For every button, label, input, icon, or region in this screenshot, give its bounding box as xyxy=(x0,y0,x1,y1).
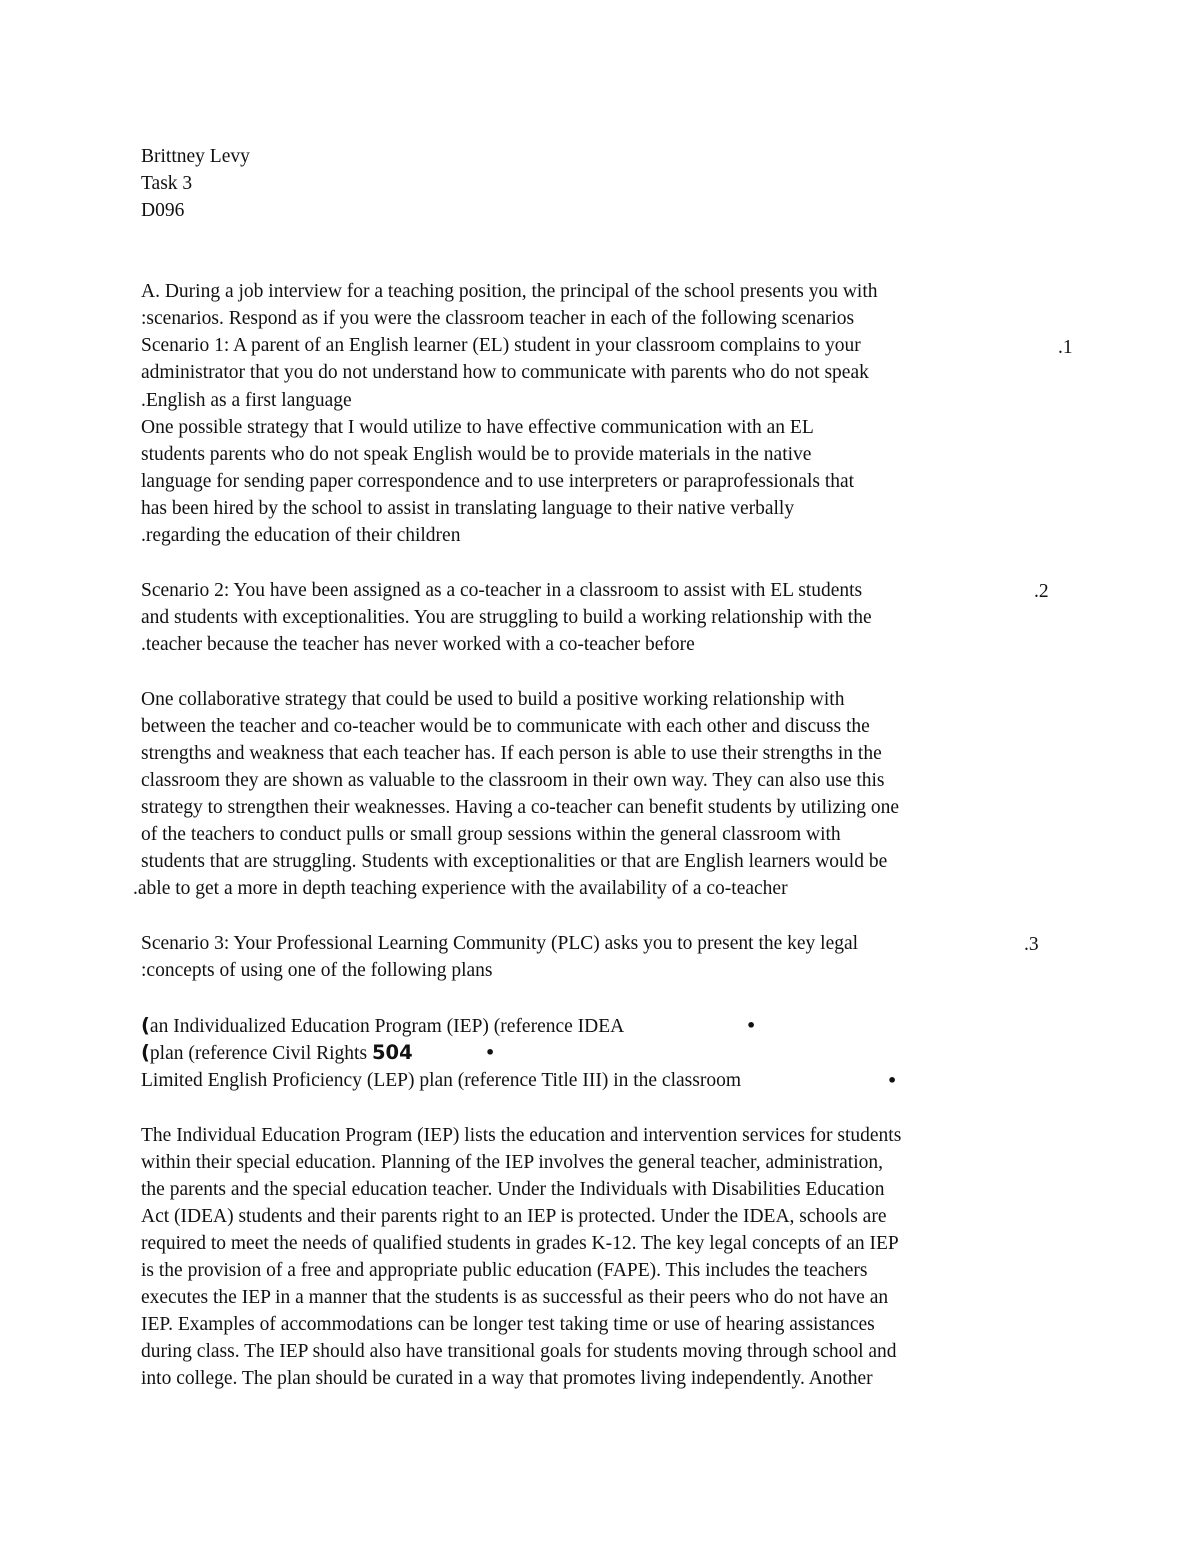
scenario2-response-line: .able to get a more in depth teaching experience with the availability of a co-teacher xyxy=(133,878,788,899)
plan-bullet-504 xyxy=(141,1039,413,1066)
scenario1-response-line: students parents who do not speak English would be to provide materials in the native xyxy=(141,444,812,465)
scenario3-prompt-line: :concepts of using one of the following plans xyxy=(141,960,493,981)
bullet-text: an Individualized Education Program (IEP) (reference IDEA xyxy=(149,1016,625,1037)
scenario3-response-line: Act (IDEA) students and their parents right to an IEP is protected. Under the IDEA, schools are xyxy=(141,1206,887,1227)
scenario3-response-line: the parents and the special education teacher. Under the Individuals with Disabilities Education xyxy=(141,1179,885,1200)
scenario1-response-line: .regarding the education of their children xyxy=(141,525,461,546)
scenario1-prompt-line: .English as a first language xyxy=(141,390,352,411)
plan-bullet-iep xyxy=(141,1012,624,1039)
bullet-dot-icon: • xyxy=(746,1016,757,1035)
scenario2-response-line: strategy to strengthen their weaknesses. Having a co-teacher can benefit students by utilizing one xyxy=(141,797,900,818)
scenario3-response-line: within their special education. Planning of the IEP involves the general teacher, administration, xyxy=(141,1152,883,1173)
scenario3-response-line: executes the IEP in a manner that the students is as successful as their peers who do not have an xyxy=(141,1287,889,1308)
scenario3-response-line: The Individual Education Program (IEP) lists the education and intervention services for students xyxy=(141,1125,902,1146)
scenario2-response-line: students that are struggling. Students with exceptionalities or that are English learners would be xyxy=(141,851,888,872)
course-code: D096 xyxy=(141,200,185,221)
intro-line: A. During a job interview for a teaching position, the principal of the school presents you with xyxy=(141,281,878,302)
plan-bullet-lep: Limited English Proficiency (LEP) plan (reference Title III) in the classroom xyxy=(141,1070,741,1091)
scenario3-response-line: during class. The IEP should also have transitional goals for students moving through school and xyxy=(141,1341,897,1362)
bullet-dot-icon: • xyxy=(485,1043,496,1062)
scenario2-prompt-line: .teacher because the teacher has never worked with a co-teacher before xyxy=(141,634,695,655)
bullet-paren: ( xyxy=(141,1041,150,1064)
bullet-number: 504 xyxy=(371,1041,413,1064)
scenario3-response-line: is the provision of a free and appropriate public education (FAPE). This includes the teachers xyxy=(141,1260,868,1281)
intro-line: :scenarios. Respond as if you were the classroom teacher in each of the following scenarios xyxy=(141,308,855,329)
scenario1-number: .1 xyxy=(1058,337,1073,358)
scenario2-response-line: One collaborative strategy that could be used to build a positive working relationship with xyxy=(141,689,845,710)
scenario3-response-line: required to meet the needs of qualified students in grades K-12. The key legal concepts of an IEP xyxy=(141,1233,899,1254)
scenario1-prompt-line: Scenario 1: A parent of an English learner (EL) student in your classroom complains to your xyxy=(141,335,861,356)
bullet-paren: ( xyxy=(141,1014,150,1037)
scenario3-prompt-line: Scenario 3: Your Professional Learning Community (PLC) asks you to present the key legal xyxy=(141,933,859,954)
scenario1-response-line: One possible strategy that I would utilize to have effective communication with an EL xyxy=(141,417,814,438)
scenario1-response-line: has been hired by the school to assist in translating language to their native verbally xyxy=(141,498,795,519)
task-label: Task 3 xyxy=(141,173,193,194)
scenario3-number: .3 xyxy=(1024,934,1039,955)
scenario2-prompt-line: Scenario 2: You have been assigned as a co-teacher in a classroom to assist with EL students xyxy=(141,580,863,601)
scenario2-prompt-line: and students with exceptionalities. You are struggling to build a working relationship with the xyxy=(141,607,872,628)
author-name: Brittney Levy xyxy=(141,146,250,167)
scenario2-response-line: of the teachers to conduct pulls or small group sessions within the general classroom with xyxy=(141,824,841,845)
bullet-text: plan (reference Civil Rights xyxy=(149,1043,372,1064)
scenario1-prompt-line: administrator that you do not understand how to communicate with parents who do not speak xyxy=(141,362,869,383)
scenario1-response-line: language for sending paper correspondence and to use interpreters or paraprofessionals that xyxy=(141,471,855,492)
scenario3-response-line: into college. The plan should be curated in a way that promotes living independently. Another xyxy=(141,1368,873,1389)
scenario2-response-line: classroom they are shown as valuable to the classroom in their own way. They can also use this xyxy=(141,770,885,791)
bullet-dot-icon: • xyxy=(887,1071,898,1090)
scenario2-response-line: between the teacher and co-teacher would be to communicate with each other and discuss the xyxy=(141,716,870,737)
scenario2-response-line: strengths and weakness that each teacher has. If each person is able to use their strengths in the xyxy=(141,743,882,764)
scenario2-number: .2 xyxy=(1034,581,1049,602)
scenario3-response-line: IEP. Examples of accommodations can be longer test taking time or use of hearing assistances xyxy=(141,1314,875,1335)
